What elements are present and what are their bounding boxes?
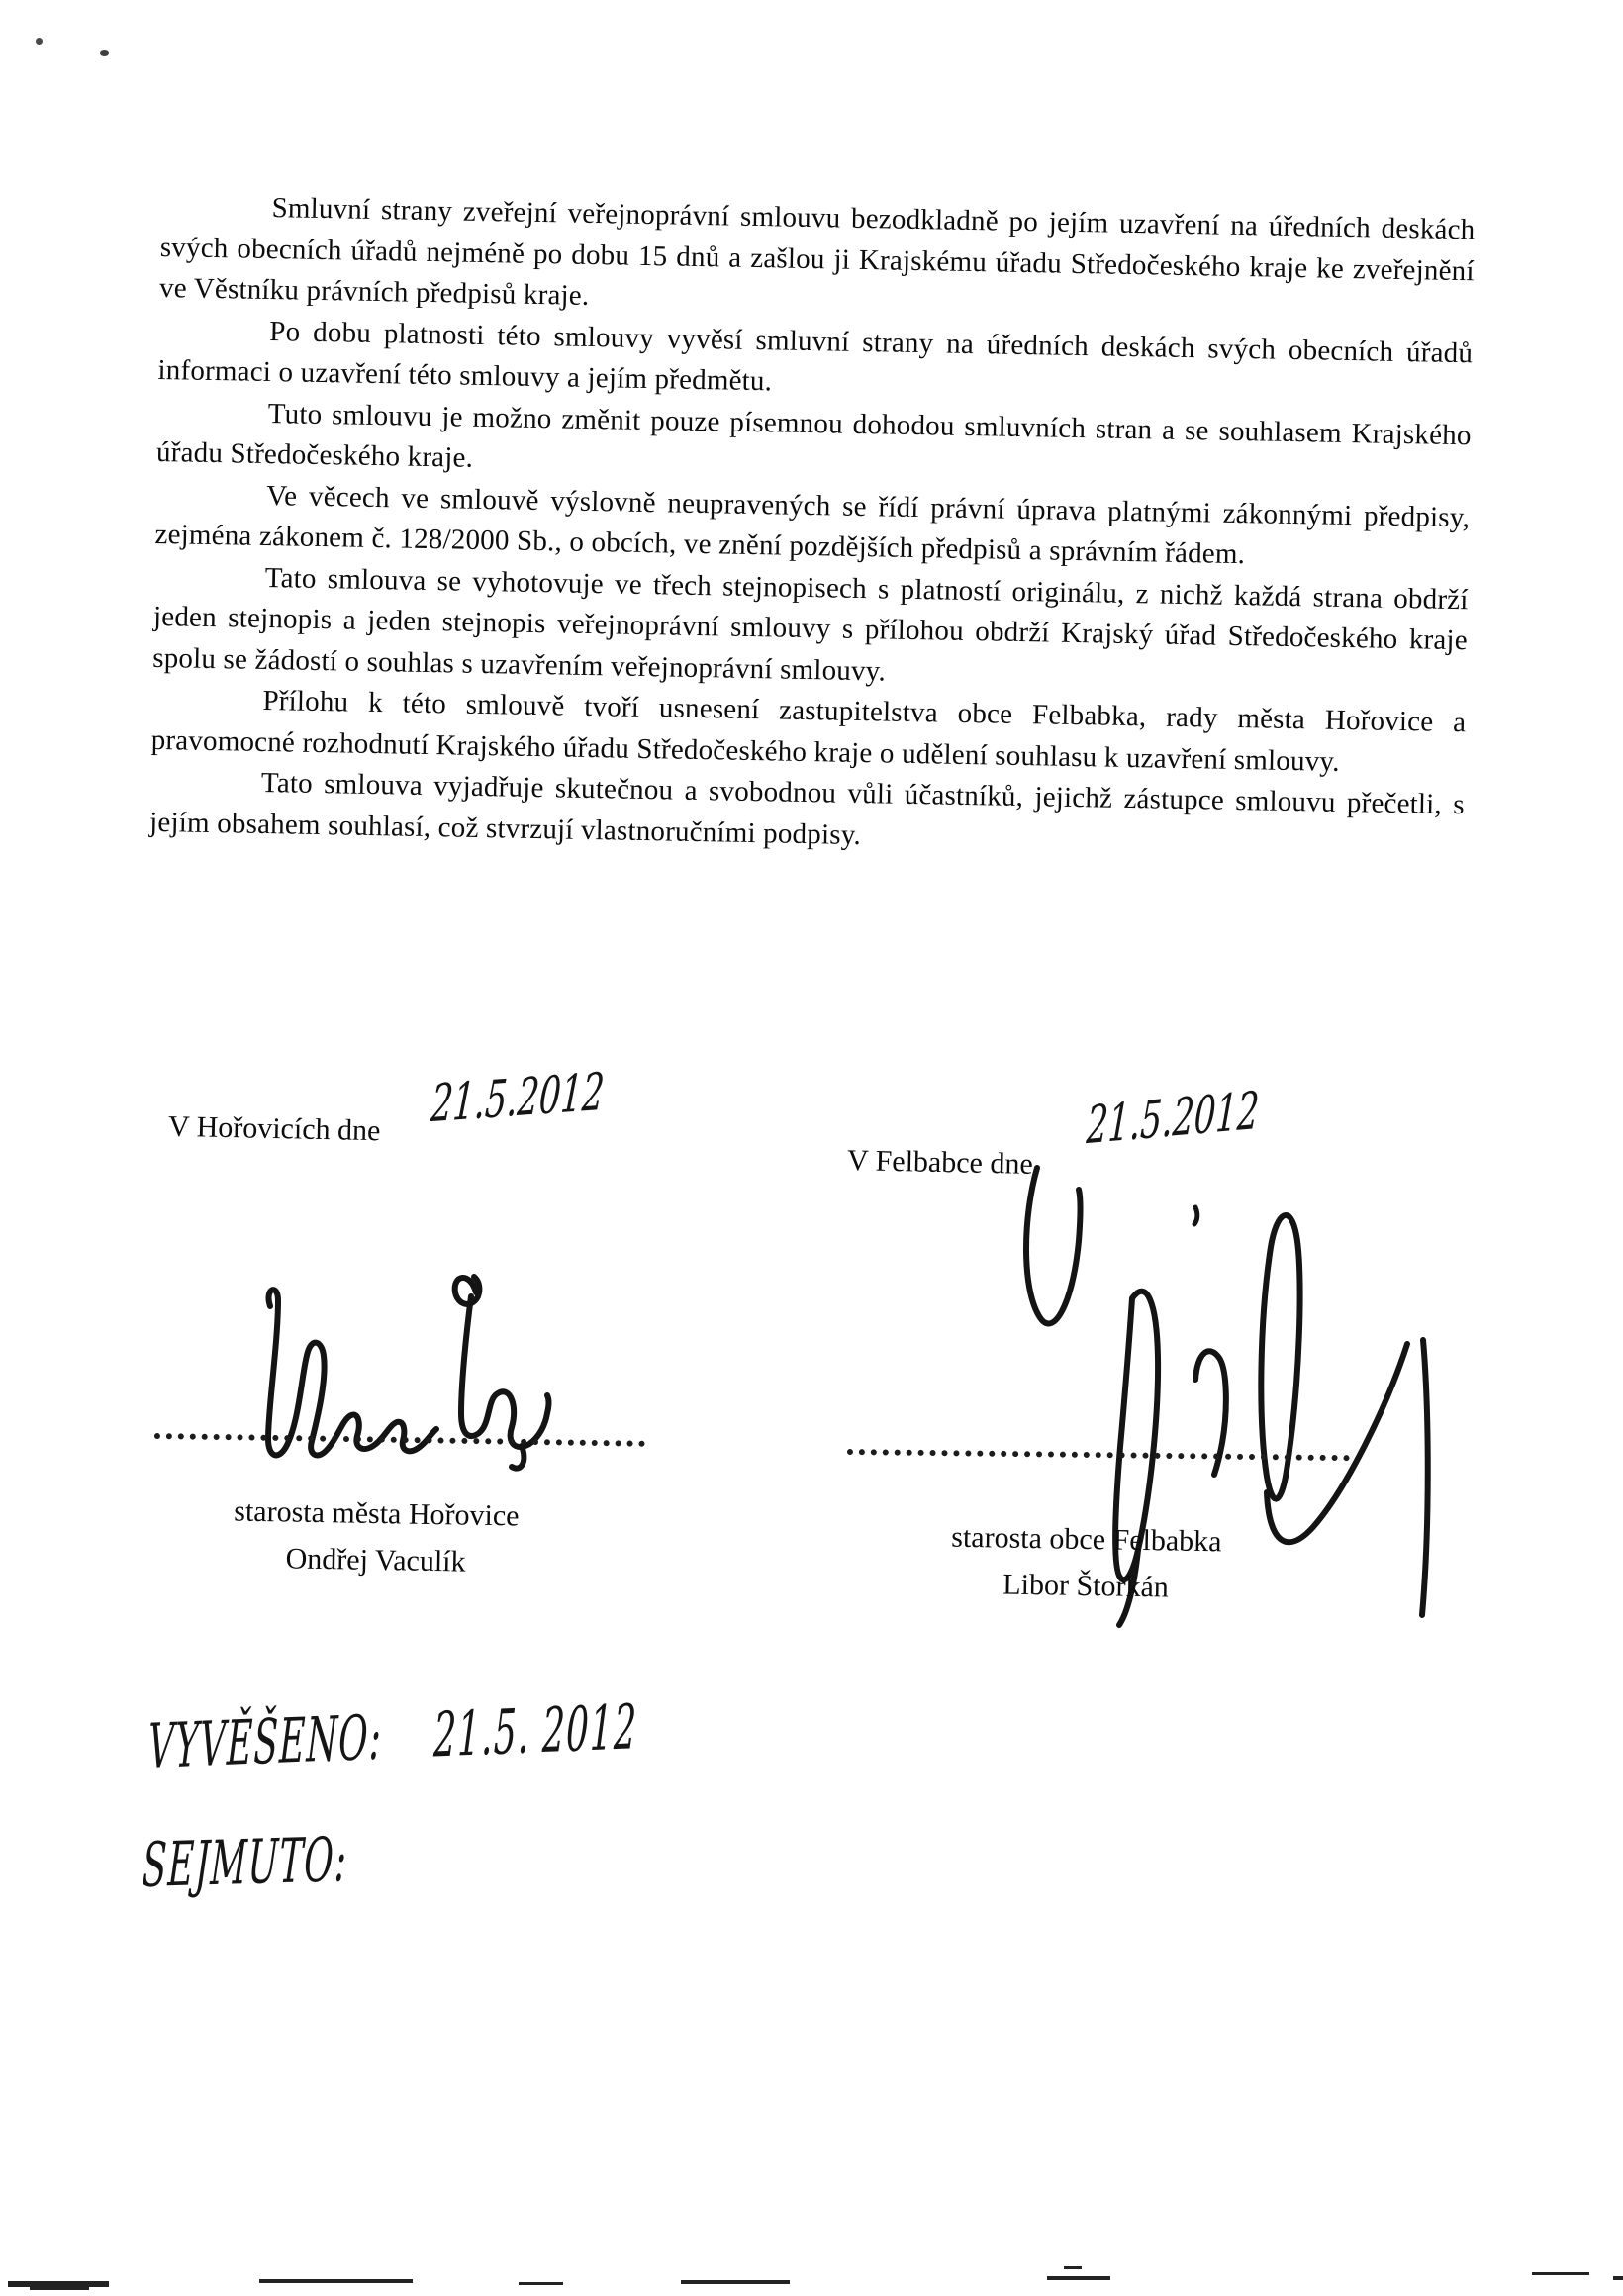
scan-artifact xyxy=(519,2282,563,2285)
scan-artifact xyxy=(1532,2272,1589,2275)
scan-artifact xyxy=(259,2279,413,2283)
place-date-label-felbabka: V Felbabce dne xyxy=(846,1144,1034,1181)
place-date-label-horovice: V Hořovicích dne xyxy=(167,1109,381,1148)
contract-paragraphs xyxy=(149,186,1476,867)
scan-artifact xyxy=(30,2287,89,2290)
scan-artifact xyxy=(1064,2266,1082,2269)
contract-paragraph: Po dobu platnosti této smlouvy vyvěsí smluvní strany na úředních deskách svých obecních úřadů informaci o uzavření této smlouvy a jejím předmětu. xyxy=(157,315,1474,398)
contract-paragraph: Tuto smlouvu je možno změnit pouze písemnou dohodou smluvních stran a se souhlasem Krajského úřadu Středočeského kraje. xyxy=(155,397,1472,474)
scan-noise-dot xyxy=(100,50,109,56)
contract-paragraph: Smluvní strany zveřejní veřejnoprávní smlouvu bezodkladně po jejím uzavření na úředních deskách svých obecních úřadů nejméně po dobu 15 dnů a zašlou ji Krajskému úřadu Středočeského kraje ke zveřejnění ve Věstníku právních předpisů kraje. xyxy=(158,192,1476,312)
posted-note xyxy=(147,1690,993,1783)
removed-note xyxy=(141,1823,496,1902)
posted-label: VYVĚŠENO: xyxy=(147,1700,383,1783)
signer-name-right: Libor Štorkán xyxy=(1002,1568,1170,1604)
spacer xyxy=(382,1756,433,1758)
signer-block-felbabka xyxy=(895,1513,1278,1613)
contract-paragraph: Přílohu k této smlouvě tvoří usnesení zastupitelstva obce Felbabka, rady města Hořovice a pravomocné rozhodnutí Krajského úřadu Středočeského kraje o udělení souhlasu k uzavření smlouvy. xyxy=(150,684,1467,778)
contract-paragraph: Tato smlouva se vyhotovuje ve třech stejnopisech s platností originálu, z nichž každá strana obdrží jeden stejnopis a jeden stejnopis veřejnoprávní smlouvy s přílohou obdrží Krajský úřad Středočeského kraje spolu se žádostí o souhlas s uzavřením veřejnoprávní smlouvy. xyxy=(151,561,1469,687)
scan-artifact xyxy=(681,2280,790,2284)
signer-role-right: starosta obce Felbabka xyxy=(951,1520,1222,1559)
handwritten-date-horovice: 21.5.2012 xyxy=(429,1062,607,1135)
signer-name-left: Ondřej Vaculík xyxy=(285,1542,466,1578)
handwritten-date-felbabka: 21.5.2012 xyxy=(1085,1081,1261,1157)
scan-artifact xyxy=(1047,2276,1110,2280)
signer-block-horovice xyxy=(187,1487,565,1587)
scan-artifact xyxy=(1613,2276,1623,2280)
removed-label: SEJMUTO: xyxy=(141,1823,349,1902)
posted-date: 21.5. 2012 xyxy=(432,1690,638,1771)
contract-paragraph: Tato smlouva vyjadřuje skutečnou a svobodnou vůli účastníků, jejichž zástupce smlouvu přečetli, s jejím obsahem souhlasí, což stvrzují vlastnoručními podpisy. xyxy=(148,766,1466,851)
signature-vaculik-drawing xyxy=(242,1249,579,1496)
signer-role-left: starosta města Hořovice xyxy=(234,1494,520,1533)
contract-paragraph: Ve věcech ve smlouvě výslovně neupravených se řídí právní úprava platnými zákonnými předpisy, zejména zákonem č. 128/2000 Sb., o obcích, ve znění pozdějších předpisů a správním řádem. xyxy=(154,479,1471,571)
scan-noise-dot xyxy=(36,38,43,45)
